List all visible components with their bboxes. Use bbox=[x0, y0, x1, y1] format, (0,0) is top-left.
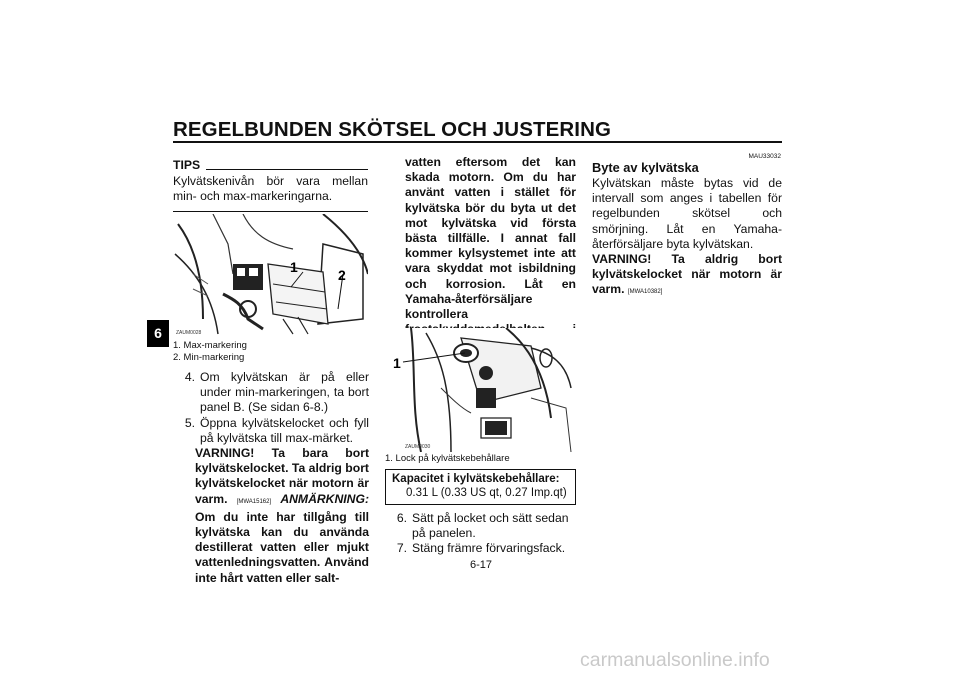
page-title: REGELBUNDEN SKÖTSEL OCH JUSTERING bbox=[173, 118, 612, 141]
steps-col2 bbox=[385, 511, 577, 557]
coolant-cap-illustration bbox=[381, 328, 576, 452]
warning-code: [MWA15162] bbox=[236, 498, 272, 505]
step-text: Sätt på locket och sätt sedan på panelen. bbox=[412, 511, 569, 541]
tips-bottom-rule bbox=[173, 211, 368, 212]
callout-1: 1 bbox=[393, 355, 401, 371]
step-number: 6. bbox=[396, 511, 407, 525]
section-code: MAU33032 bbox=[748, 153, 781, 160]
figure-ref: ZAUM0028 bbox=[176, 330, 202, 336]
section-text: Kylvätskan måste bytas vid de intervall som anges i tabellen för regelbunden skötsel och smörjning. Låt en Yamaha-återförsäljare byta kylvätskan. bbox=[592, 176, 782, 251]
step-5 bbox=[173, 416, 369, 446]
step-4 bbox=[173, 370, 369, 416]
notice-continued-text: vatten eftersom det kan skada motorn. Om du har använt vatten i stället för kylvätska bör du byta ut det mot kylvätska vid första bästa tillfälle. I annat fall kommer kylsystemet inte att vara skyddat mot isbildning och korrosion. Låt en Yamaha-återförsäljare kontrollera bbox=[405, 155, 576, 322]
step-text: Öppna kylvätskelocket och fyll på kylvätska till max-märket. bbox=[200, 415, 369, 445]
warning-code: [MWA10382] bbox=[627, 289, 663, 296]
notice-text: Om du inte har tillgång till kylvätska kan du använda destillerat vatten eller mjukt vattenledningsvatten. Använd inte hårt vatten eller salt- bbox=[195, 509, 369, 585]
step-text: Stäng främre förvaringsfack. bbox=[412, 541, 566, 556]
coolant-change-section bbox=[592, 160, 782, 301]
step-text: Om kylvätskan är på eller under min-markeringen, ta bort panel B. (Se sidan 6-8.) bbox=[200, 370, 369, 415]
notice-label: ANMÄRKNING: bbox=[280, 491, 369, 506]
figure-caption-cap: 1. Lock på kylvätskebehållare bbox=[385, 453, 510, 464]
caption-min: 2. Min-markering bbox=[173, 351, 245, 363]
tips-heading-rule bbox=[206, 169, 368, 170]
tips-heading: TIPS bbox=[173, 158, 201, 172]
section-heading: Byte av kylvätska bbox=[592, 160, 699, 175]
figure-coolant-cap bbox=[381, 328, 576, 452]
warning-text: VARNING! Ta aldrig bort kylvätskelocket när motorn är varm. bbox=[592, 252, 782, 297]
figure-captions bbox=[173, 340, 368, 364]
callout-1: 1 bbox=[290, 259, 298, 275]
coolant-level-illustration bbox=[173, 214, 368, 338]
tips-text: Kylvätskenivån bör vara mellan min- och max-markeringarna. bbox=[173, 174, 368, 204]
section-warning bbox=[592, 252, 782, 301]
watermark: carmanualsonline.info bbox=[580, 649, 770, 671]
capacity-label: Kapacitet i kylvätskebehållare: bbox=[392, 473, 560, 485]
title-rule bbox=[173, 141, 782, 143]
page-number: 6-17 bbox=[469, 559, 493, 571]
step-7 bbox=[385, 541, 577, 556]
capacity-box bbox=[385, 469, 576, 505]
callout-2: 2 bbox=[338, 267, 346, 283]
warning-text: VARNING! Ta bara bort kylvätskelocket. Ta aldrig bort kylvätskelocket när motorn är varm. bbox=[195, 446, 369, 506]
figure-ref: ZAUM0030 bbox=[405, 444, 431, 450]
steps-col1 bbox=[173, 370, 369, 586]
tips-block bbox=[173, 158, 368, 212]
step-number: 4. bbox=[184, 370, 195, 384]
chapter-tab: 6 bbox=[147, 320, 169, 347]
step-6 bbox=[385, 511, 577, 541]
warning-notice bbox=[173, 446, 369, 586]
step-number: 7. bbox=[396, 541, 407, 556]
step-number: 5. bbox=[184, 415, 195, 430]
caption-max: 1. Max-markering bbox=[173, 340, 247, 351]
figure-coolant-level bbox=[173, 214, 368, 338]
capacity-value: 0.31 L (0.33 US qt, 0.27 Imp.qt) bbox=[406, 487, 567, 499]
